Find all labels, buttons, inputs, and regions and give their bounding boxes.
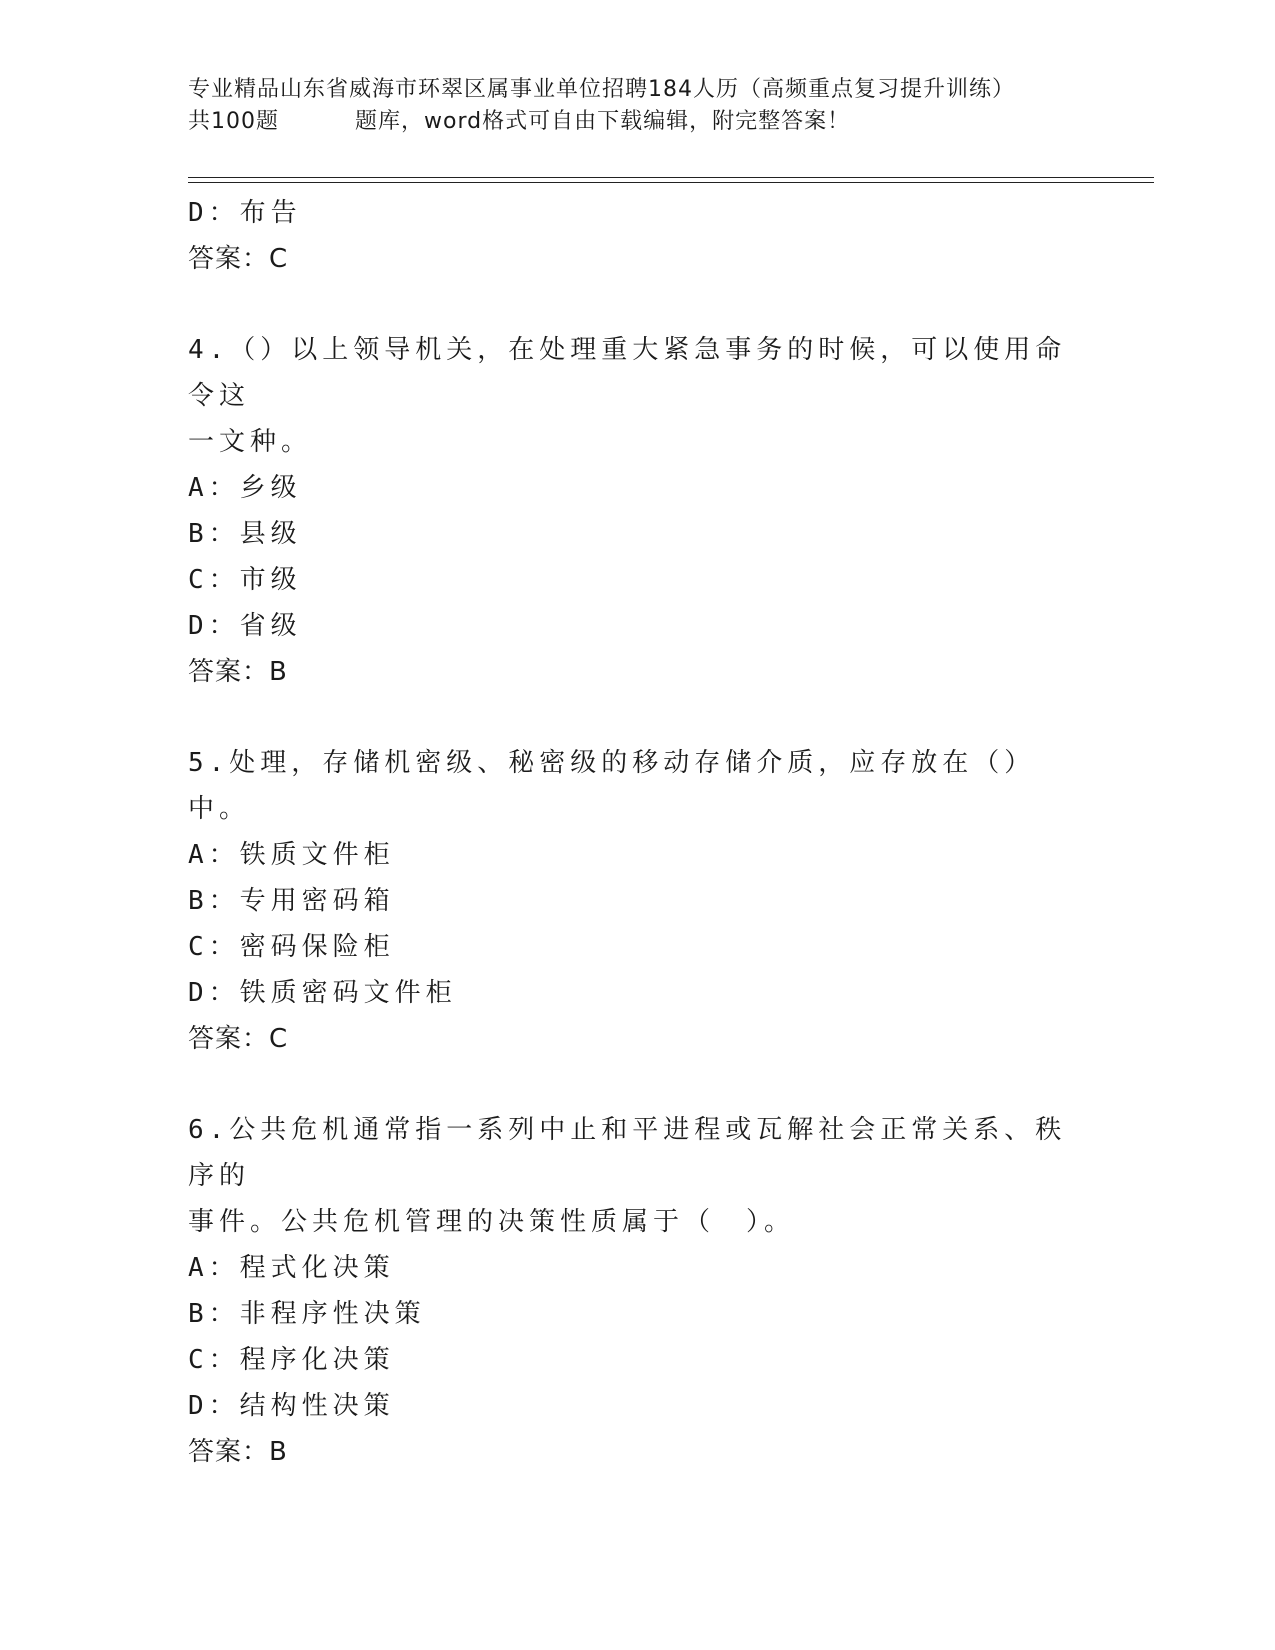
question-6 <box>188 1107 1068 1475</box>
question-4 <box>188 327 1068 695</box>
option-a: A：铁质文件柜 <box>188 840 395 870</box>
question-stem: 6.公共危机通常指一系列中止和平进程或瓦解社会正常关系、秩序的 <box>188 1115 1067 1191</box>
answer-line: 答案：B <box>188 1437 288 1467</box>
answer-line: 答案：B <box>188 657 288 687</box>
previous-question-fragment <box>188 190 1068 282</box>
option-c: C：密码保险柜 <box>188 932 395 962</box>
header-subtitle-line <box>188 106 1148 138</box>
option-d: D：布告 <box>188 198 302 228</box>
document-body <box>188 190 1068 1475</box>
option-c: C：程序化决策 <box>188 1345 395 1375</box>
option-a: A：乡级 <box>188 473 302 503</box>
option-b: B：非程序性决策 <box>188 1299 426 1329</box>
answer-line: 答案：C <box>188 244 289 274</box>
option-a: A：程式化决策 <box>188 1253 395 1283</box>
header-divider-bottom <box>188 182 1154 183</box>
page-header <box>188 74 1148 138</box>
question-stem-continued: 一文种。 <box>188 427 313 457</box>
option-b: B：专用密码箱 <box>188 886 395 916</box>
header-description: 题库，word格式可自由下载编辑，附完整答案！ <box>355 109 851 134</box>
option-b: B：县级 <box>188 519 302 549</box>
header-question-count: 共100题 <box>188 109 279 134</box>
header-title-line: 专业精品山东省威海市环翠区属事业单位招聘184人历（高频重点复习提升训练） <box>188 77 1015 102</box>
question-5 <box>188 740 1068 1062</box>
header-divider-top <box>188 177 1154 178</box>
option-c: C：市级 <box>188 565 302 595</box>
option-d: D：结构性决策 <box>188 1391 395 1421</box>
answer-line: 答案：C <box>188 1024 289 1054</box>
option-d: D：铁质密码文件柜 <box>188 978 457 1008</box>
question-stem: 4.（）以上领导机关，在处理重大紧急事务的时候，可以使用命令这 <box>188 335 1067 411</box>
option-d: D：省级 <box>188 611 302 641</box>
question-stem-continued: 事件。公共危机管理的决策性质属于（ ）。 <box>188 1207 796 1237</box>
question-stem: 5.处理，存储机密级、秘密级的移动存储介质，应存放在（）中。 <box>188 748 1036 824</box>
